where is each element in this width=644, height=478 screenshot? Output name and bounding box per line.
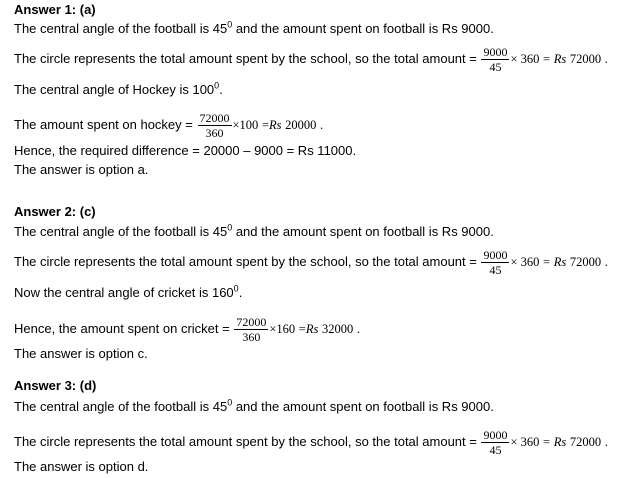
answer-2-cricket-angle (14, 285, 242, 301)
hockey-result: 20000 (285, 117, 317, 132)
total-result: 72000 (569, 434, 602, 449)
period: . (356, 321, 360, 336)
circle-total-text: The circle represents the total amount spent by the school, so the total amount = (14, 50, 477, 66)
numerator: 9000 (483, 45, 508, 59)
circle-total-text: The circle represents the total amount spent by the school, so the total amount = (14, 253, 477, 269)
equals-sign: = (298, 321, 306, 336)
answer-1-circle-line (14, 45, 608, 74)
football-angle-text: The central angle of the football is 45 (14, 224, 228, 239)
total-result: 72000 (569, 254, 602, 269)
fraction-9000-over-45 (481, 45, 509, 74)
currency-rs: Rs (553, 434, 567, 449)
answer-3-conclusion: The answer is option d. (14, 459, 149, 474)
answer-1-hockey-angle (14, 82, 223, 98)
cricket-result: 32000 (321, 321, 354, 336)
total-result: 72000 (569, 51, 602, 66)
currency-rs: Rs (269, 117, 282, 132)
answer-1-conclusion: The answer is option a. (14, 162, 149, 177)
answer-3-circle-line (14, 428, 608, 457)
equals-sign: = (543, 51, 551, 66)
multiplier: × 360 (510, 254, 540, 269)
degree-mark: 0 (233, 283, 239, 294)
degree-mark: 0 (227, 19, 233, 30)
football-amount-text: and the amount spent on football is Rs 9000. (232, 21, 494, 36)
numerator: 72000 (199, 111, 230, 125)
hockey-angle-text: The central angle of Hockey is 100 (14, 82, 215, 97)
fraction-72000-over-360 (198, 111, 232, 140)
multiplier: ×160 (269, 321, 296, 336)
answer-2-football-line (14, 224, 494, 240)
answer-3-header: Answer 3: (d) (14, 378, 97, 393)
multiplier: × 360 (510, 51, 540, 66)
multiplier: × 360 (510, 434, 540, 449)
period: . (238, 285, 243, 300)
degree-mark: 0 (214, 80, 220, 91)
denominator: 45 (489, 263, 502, 277)
equals-sign: = (543, 434, 551, 449)
answer-2-circle-line (14, 248, 608, 277)
football-amount-text: and the amount spent on football is Rs 9000. (232, 399, 494, 414)
equals-sign: = (261, 117, 269, 132)
equals-sign: = (543, 254, 551, 269)
period: . (604, 434, 608, 449)
football-amount-text: and the amount spent on football is Rs 9000. (232, 224, 494, 239)
degree-mark: 0 (227, 397, 233, 408)
denominator: 360 (205, 126, 224, 140)
cricket-angle-text: Now the central angle of cricket is 160 (14, 285, 234, 300)
fraction-9000-over-45 (481, 428, 509, 457)
answer-1-hockey-amount (14, 111, 323, 140)
period: . (320, 117, 324, 132)
period: . (604, 51, 608, 66)
answer-1-football-line (14, 21, 494, 37)
cricket-amount-text: Hence, the amount spent on cricket = (14, 320, 230, 336)
football-angle-text: The central angle of the football is 45 (14, 399, 228, 414)
period: . (219, 82, 223, 97)
multiplier: ×100 (232, 117, 259, 132)
fraction-72000-over-360 (234, 315, 268, 344)
numerator: 9000 (483, 248, 508, 262)
numerator: 72000 (236, 315, 267, 329)
fraction-9000-over-45 (481, 248, 509, 277)
denominator: 45 (489, 443, 502, 457)
currency-rs: Rs (305, 321, 319, 336)
denominator: 360 (242, 330, 261, 344)
numerator: 9000 (483, 428, 508, 442)
currency-rs: Rs (553, 51, 567, 66)
answer-2-cricket-amount (14, 315, 360, 344)
answer-1-header: Answer 1: (a) (14, 2, 96, 17)
answer-1-difference: Hence, the required difference = 20000 – 9000 = Rs 11000. (14, 143, 357, 158)
answer-2-conclusion: The answer is option c. (14, 346, 148, 361)
hockey-amount-text: The amount spent on hockey = (14, 116, 193, 132)
denominator: 45 (489, 60, 502, 74)
degree-mark: 0 (227, 222, 233, 233)
football-angle-text: The central angle of the football is 45 (14, 21, 228, 36)
circle-total-text: The circle represents the total amount spent by the school, so the total amount = (14, 433, 477, 449)
currency-rs: Rs (553, 254, 567, 269)
period: . (604, 254, 608, 269)
answer-2-header: Answer 2: (c) (14, 204, 96, 219)
answer-3-football-line (14, 399, 494, 415)
